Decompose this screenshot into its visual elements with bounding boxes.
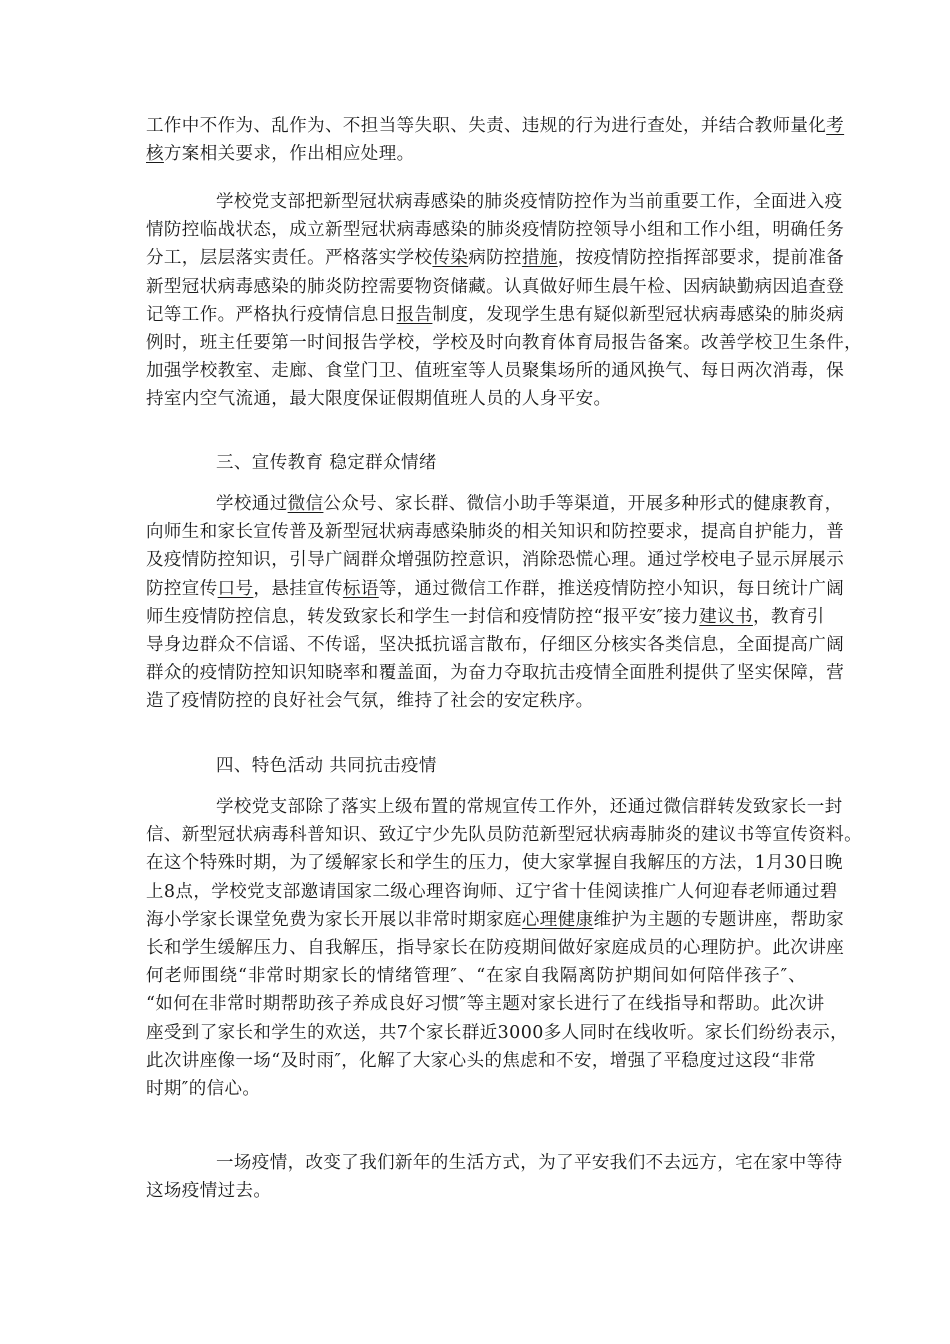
underlined-keyword: 标语 [342,578,379,599]
text-line: 持室内空气流通，最大限度保证假期值班人员的人身平安。 [146,389,612,410]
text-line: 学校党支部除了落实上级布置的常规宣传工作外，还通过微信群转发致家长一封 [216,797,843,817]
text-line: 学校党支部把新型冠状病毒感染的肺炎疫情防控作为当前重要工作，全面进入疫 [216,192,843,212]
text-line: 上8点，学校党支部邀请国家二级心理咨询师、辽宁省十佳阅读推广人何迎春老师通过碧 [146,881,838,902]
text-line: 海小学家长课堂免费为家长开展以非常时期家庭心理健康维护为主题的专题讲座，帮助家 [146,909,845,930]
text-line: 核方案相关要求，作出相应处理。 [146,144,415,165]
text-line: 导身边群众不信谣、不传谣，坚决抵抗谣言散布，仔细区分核实各类信息，全面提高广阔 [146,635,845,656]
text-line: 何老师围绕“非常时期家长的情绪管理″、“在家自我隔离防护期间如何陪伴孩子″、 [146,966,806,987]
text-line: 座受到了家长和学生的欢送，共7个家长群近3000多人同时在线收听。家长们纷纷表示， [146,1022,849,1043]
text-line: 学校通过微信公众号、家长群、微信小助手等渠道，开展多种形式的健康教育， [216,494,843,514]
text-line: 记等工作。严格执行疫情信息日报告制度，发现学生患有疑似新型冠状病毒感染的肺炎病 [146,304,845,325]
underlined-keyword: 报告 [396,304,433,325]
underlined-keyword: 考 [826,116,845,136]
text-line: 在这个特殊时期，为了缓解家长和学生的压力，使大家掌握自我解压的方法，1月30日晚 [146,853,843,874]
text-line: 长和学生缓解压力、自我解压，指导家长在防疫期间做好家庭成员的心理防护。此次讲座 [146,938,845,959]
underlined-keyword: 微信 [287,494,324,514]
text-line: 一场疫情，改变了我们新年的生活方式，为了平安我们不去远方，宅在家中等待 [216,1153,843,1173]
text-line: 此次讲座像一场“及时雨″，化解了大家心头的焦虑和不安，增强了平稳度过这段“非常 [146,1050,817,1071]
paragraph-5 [146,1149,843,1205]
paragraph-4 [146,793,862,1103]
text-line: 加强学校教室、走廊、食堂门卫、值班室等人员聚集场所的通风换气、每日两次消毒，保 [146,361,845,382]
text-line: 这场疫情过去。 [146,1181,272,1202]
text-line: 情防控临战状态，成立新型冠状病毒感染的肺炎疫情防控领导小组和工作小组，明确任务 [146,220,845,241]
paragraph-2 [146,188,862,414]
paragraph-3 [146,490,845,716]
text-line: 及疫情防控知识，引导广阔群众增强防控意识，消除恐慌心理。通过学校电子显示屏展示 [146,550,845,571]
text-line: 向师生和家长宣传普及新型冠状病毒感染肺炎的相关知识和防控要求，提高自护能力，普 [146,522,845,543]
text-line: 造了疫情防控的良好社会气氛，维持了社会的安定秩序。 [146,691,594,712]
section-heading-4: 四、特色活动 共同抗击疫情 [216,756,437,776]
underlined-keyword: 核 [146,144,164,165]
paragraph-1 [146,112,845,168]
text-line: 分工，层层落实责任。严格落实学校传染病防控措施，按疫情防控指挥部要求，提前准备 [146,248,845,269]
text-line: 工作中不作为、乱作为、不担当等失职、失责、违规的行为进行查处，并结合教师量化考 [146,116,845,136]
text-line: 时期″的信心。 [146,1079,261,1100]
text-line: 群众的疫情防控知识知晓率和覆盖面，为奋力夺取抗击疫情全面胜利提供了坚实保障，营 [146,663,845,684]
underlined-keyword: 口号 [217,578,254,599]
text-line: 例时，班主任要第一时间报告学校，学校及时向教育体育局报告备案。改善学校卫生条件， [146,333,862,354]
text-line: 信、新型冠状病毒科普知识、致辽宁少先队员防范新型冠状病毒肺炎的建议书等宣传资料。 [146,825,862,846]
text-line: “如何在非常时期帮助孩子养成良好习惯″等主题对家长进行了在线指导和帮助。此次讲 [146,994,825,1015]
text-line: 新型冠状病毒感染的肺炎防控需要物资储藏。认真做好师生晨午检、因病缺勤病因追查登 [146,276,845,297]
underlined-keyword: 措施 [521,248,558,269]
underlined-keyword: 建议书 [699,606,753,627]
section-heading-3: 三、宣传教育 稳定群众情绪 [216,453,437,473]
underlined-keyword: 心理健康 [521,909,594,930]
text-line: 防控宣传口号，悬挂宣传标语等，通过微信工作群，推送疫情防控小知识，每日统计广阔 [146,578,845,599]
text-line: 师生疫情防控信息，转发致家长和学生一封信和疫情防控“报平安″接力建议书，教育引 [146,606,825,627]
underlined-keyword: 传染 [432,248,469,269]
